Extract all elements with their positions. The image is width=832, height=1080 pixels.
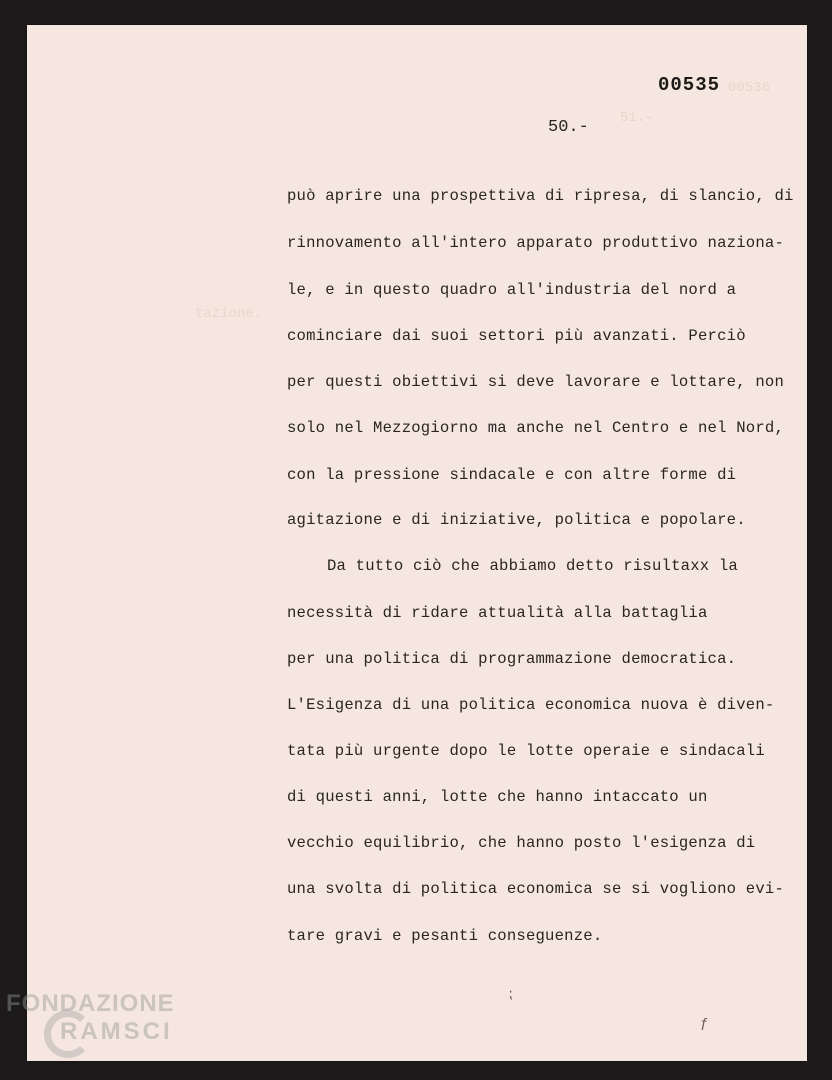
bleed-through-text: 00536 (728, 80, 771, 96)
bleed-through-text: tazione. (195, 306, 263, 322)
watermark-line-2: RAMSCI (60, 1018, 173, 1045)
text-line: tata più urgente dopo le lotte operaie e sindacali (287, 742, 765, 760)
ink-speck: ⁏ (508, 987, 513, 1003)
ink-speck: ƒ (700, 1016, 709, 1032)
watermark-logo (6, 990, 206, 1046)
text-line: può aprire una prospettiva di ripresa, di slancio, di (287, 187, 794, 205)
text-line: di questi anni, lotte che hanno intaccato un (287, 788, 708, 806)
text-line: solo nel Mezzogiorno ma anche nel Centro e nel Nord, (287, 419, 785, 437)
document-page (27, 25, 807, 1061)
text-line: L'Esigenza di una politica economica nuova è diven- (287, 696, 775, 714)
text-line: necessità di ridare attualità alla battaglia (287, 604, 708, 622)
text-line: le, e in questo quadro all'industria del nord a (287, 281, 737, 299)
g-logo-icon (44, 1010, 92, 1058)
text-line: agitazione e di iniziative, politica e popolare. (287, 511, 746, 529)
text-line: cominciare dai suoi settori più avanzati. Perciò (287, 327, 746, 345)
text-line: per una politica di programmazione democratica. (287, 650, 737, 668)
text-line: per questi obiettivi si deve lavorare e lottare, non (287, 373, 785, 391)
text-line: Da tutto ciò che abbiamo detto risultaxx la (327, 557, 738, 575)
text-line: vecchio equilibrio, che hanno posto l'esigenza di (287, 834, 756, 852)
text-line: tare gravi e pesanti conseguenze. (287, 927, 603, 945)
text-line: una svolta di politica economica se si vogliono evi- (287, 880, 785, 898)
text-line: con la pressione sindacale e con altre forme di (287, 466, 737, 484)
text-line: rinnovamento all'intero apparato produttivo naziona- (287, 234, 785, 252)
page-number: 50.- (548, 118, 589, 137)
archive-number: 00535 (658, 74, 721, 96)
bleed-through-text: 51.- (620, 110, 654, 126)
watermark-line-1: FONDAZIONE (6, 990, 175, 1017)
